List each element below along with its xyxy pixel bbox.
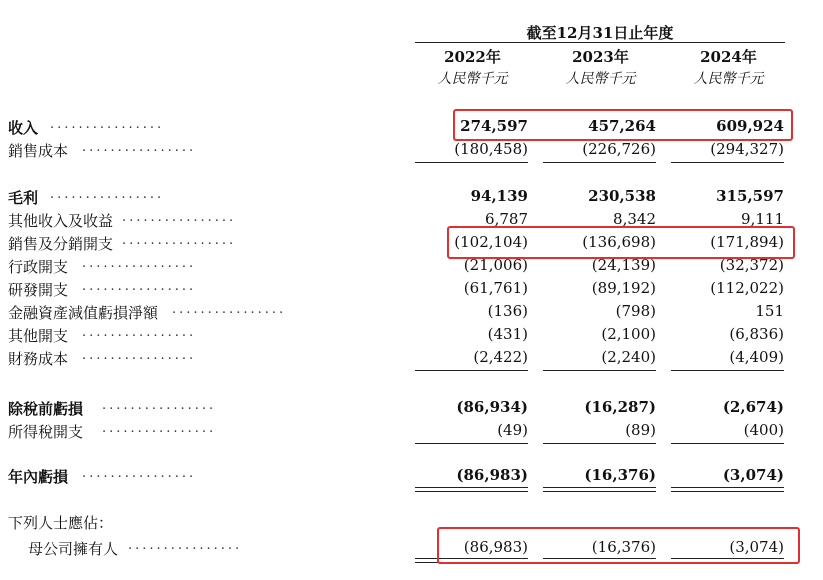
value-2022: (61,761) [463, 279, 528, 297]
highlight-box-selling-expenses [447, 226, 795, 259]
row-label: 行政開支 [8, 258, 69, 276]
value-2024: (3,074) [722, 466, 784, 484]
table-row-impairment [0, 302, 823, 324]
underline [671, 162, 784, 163]
value-2024: (4,409) [729, 348, 784, 366]
value-2023: (89,192) [591, 279, 656, 297]
unit-2023: 人民幣千元 [565, 71, 636, 87]
row-label: 毛利 [8, 189, 39, 207]
underline [415, 370, 528, 371]
period-title: 截至12月31日止年度 [526, 24, 674, 42]
value-2024: (400) [743, 421, 784, 439]
value-2024: (3,074) [729, 538, 784, 556]
value-2023: (24,139) [591, 256, 656, 274]
leader-dots: ................ [128, 538, 243, 553]
table-row-loss-before-tax [0, 398, 823, 420]
leader-dots: ................ [172, 302, 287, 317]
table-row-rd-expenses [0, 279, 823, 301]
value-2022: (86,934) [456, 398, 528, 416]
value-2023: (16,376) [584, 466, 656, 484]
year-2024: 2024年 [700, 48, 757, 66]
double-underline [543, 487, 656, 492]
value-2023: (2,100) [601, 325, 656, 343]
value-2022: (180,458) [454, 140, 528, 158]
leader-dots: ................ [102, 398, 217, 413]
row-label: 下列人士應佔： [8, 514, 114, 532]
value-2022: 94,139 [470, 187, 528, 205]
year-2023: 2023年 [572, 48, 629, 66]
value-2022: (86,983) [463, 538, 528, 556]
value-2022: (21,006) [463, 256, 528, 274]
table-row-cost-of-sales [0, 140, 823, 162]
underline [415, 443, 528, 444]
value-2024: (112,022) [710, 279, 784, 297]
underline [543, 443, 656, 444]
unit-2024: 人民幣千元 [693, 71, 764, 87]
double-underline [415, 487, 528, 492]
leader-dots: ................ [82, 256, 197, 271]
leader-dots: ................ [102, 421, 217, 436]
table-row-income-tax [0, 421, 823, 443]
value-2023: 230,538 [588, 187, 656, 205]
value-2024: 315,597 [716, 187, 784, 205]
underline [543, 162, 656, 163]
value-2022: (102,104) [454, 233, 528, 251]
table-row-gross-profit [0, 187, 823, 209]
double-underline [671, 487, 784, 492]
highlight-box-owners [437, 527, 800, 564]
value-2022: (2,422) [473, 348, 528, 366]
value-2023: (136,698) [582, 233, 656, 251]
row-label: 銷售成本 [8, 142, 69, 160]
leader-dots: ................ [82, 279, 197, 294]
leader-dots: ................ [82, 325, 197, 340]
value-2023: (2,240) [601, 348, 656, 366]
value-2022: 274,597 [460, 117, 528, 135]
value-2022: (86,983) [456, 466, 528, 484]
value-2023: (16,376) [591, 538, 656, 556]
value-2024: (2,674) [722, 398, 784, 416]
row-label: 年內虧損 [8, 468, 69, 486]
value-2024: 9,111 [741, 210, 784, 228]
leader-dots: ................ [50, 117, 165, 132]
leader-dots: ................ [82, 466, 197, 481]
table-row-admin-expenses [0, 256, 823, 278]
value-2022: (431) [487, 325, 528, 343]
leader-dots: ................ [122, 210, 237, 225]
row-label: 收入 [8, 119, 39, 137]
underline [671, 443, 784, 444]
table-row-loss-for-year [0, 466, 823, 488]
row-label: 所得稅開支 [8, 423, 84, 441]
value-2024: (32,372) [719, 256, 784, 274]
row-label: 研發開支 [8, 281, 69, 299]
underline [415, 162, 528, 163]
value-2023: 8,342 [613, 210, 656, 228]
row-label: 金融資產減值虧損淨額 [8, 304, 159, 322]
value-2024: (294,327) [710, 140, 784, 158]
table-row-finance-costs [0, 348, 823, 370]
row-label: 銷售及分銷開支 [8, 235, 114, 253]
header-rule [415, 42, 785, 43]
unit-2022: 人民幣千元 [437, 71, 508, 87]
value-2023: 457,264 [588, 117, 656, 135]
leader-dots: ................ [50, 187, 165, 202]
value-2022: 6,787 [485, 210, 528, 228]
value-2022: (136) [487, 302, 528, 320]
value-2022: (49) [497, 421, 528, 439]
row-label: 其他收入及收益 [8, 212, 114, 230]
leader-dots: ................ [82, 140, 197, 155]
value-2024: (171,894) [710, 233, 784, 251]
row-label: 財務成本 [8, 350, 69, 368]
value-2023: (798) [615, 302, 656, 320]
underline [543, 370, 656, 371]
value-2023: (16,287) [584, 398, 656, 416]
value-2024: 151 [755, 302, 784, 320]
table-row-other-expenses [0, 325, 823, 347]
value-2024: 609,924 [716, 117, 784, 135]
leader-dots: ................ [82, 348, 197, 363]
row-label: 其他開支 [8, 327, 69, 345]
highlight-box-revenue [453, 109, 793, 141]
value-2023: (89) [625, 421, 656, 439]
leader-dots: ................ [122, 233, 237, 248]
row-label: 母公司擁有人 [28, 540, 119, 558]
value-2024: (6,836) [729, 325, 784, 343]
year-2022: 2022年 [444, 48, 501, 66]
underline [671, 370, 784, 371]
value-2023: (226,726) [582, 140, 656, 158]
row-label: 除稅前虧損 [8, 400, 84, 418]
